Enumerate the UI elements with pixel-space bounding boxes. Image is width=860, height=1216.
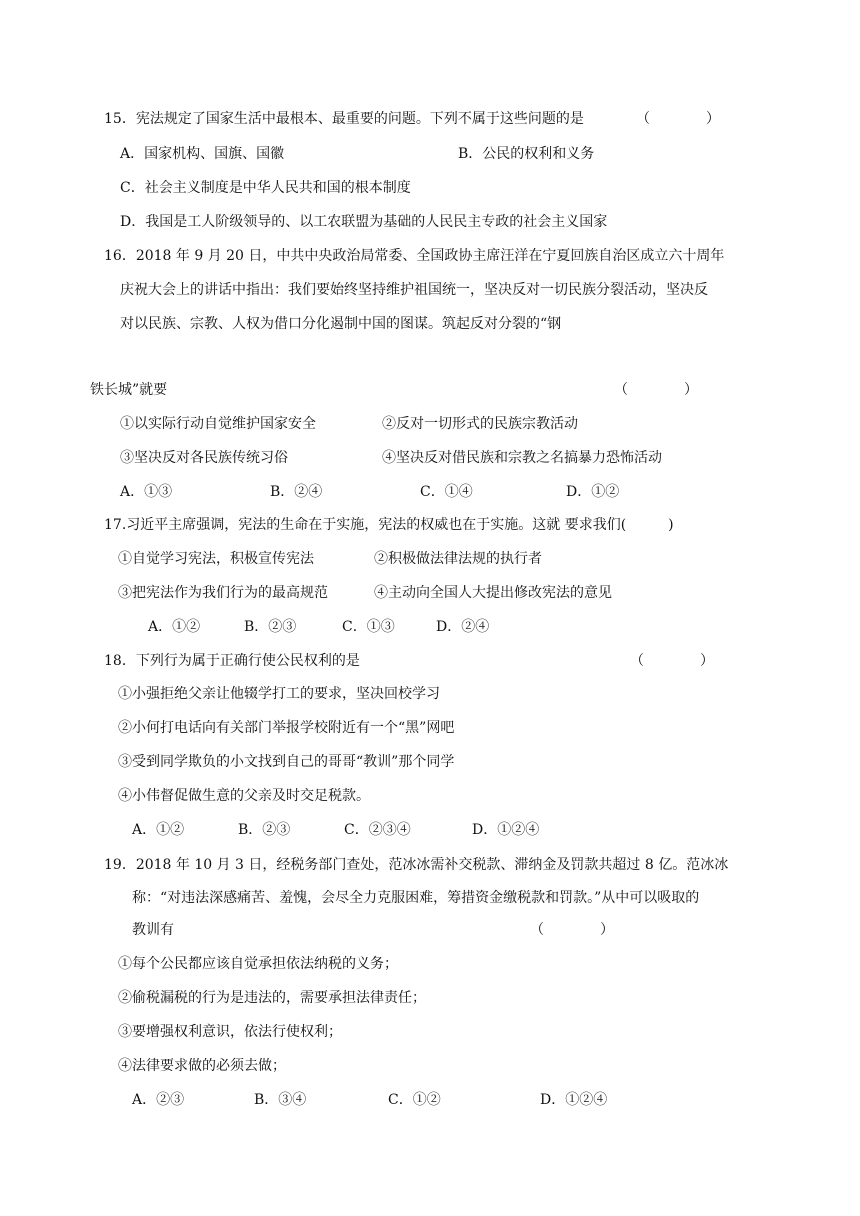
q17-option-c: C．①③ — [342, 619, 395, 635]
q19-statement-2: ②偷税漏税的行为是违法的，需要承担法律责任； — [118, 990, 426, 1006]
q19-stem-line-2: 称：“对违法深感痛苦、羞愧，会尽全力克服困难，筹措资金缴税款和罚款。”从中可以吸取的 — [132, 890, 700, 906]
q16-option-a: A．①③ — [120, 484, 173, 500]
q17-stem: 17.习近平主席强调，宪法的生命在于实施，宪法的权威也在于实施。这就 要求我们( ) — [104, 517, 674, 533]
q18-option-b: B．②③ — [238, 822, 291, 838]
q18-option-a: A．①② — [132, 822, 185, 838]
q15-option-c: C．社会主义制度是中华人民共和国的根本制度 — [120, 180, 411, 196]
q17-option-d: D．②④ — [436, 619, 490, 635]
q19-answer-paren: （ ） — [530, 922, 614, 938]
q18-statement-4: ④小伟督促做生意的父亲及时交足税款。 — [118, 788, 370, 804]
q19-statement-4: ④法律要求做的必须去做； — [118, 1058, 286, 1074]
q17-statement-4: ④主动向全国人大提出修改宪法的意见 — [374, 585, 612, 601]
q19-statement-1: ①每个公民都应该自觉承担依法纳税的义务； — [118, 956, 398, 972]
q16-stem-line-1: 16．2018 年 9 月 20 日，中共中央政治局常委、全国政协主席汪洋在宁夏回族自治区成立六十周年 — [104, 248, 725, 264]
q18-answer-paren: （ ） — [630, 653, 714, 669]
q17-statement-1: ①自觉学习宪法，积极宣传宪法 — [118, 551, 314, 567]
q16-option-d: D．①② — [566, 484, 620, 500]
q15-option-a: A．国家机构、国旗、国徽 — [120, 146, 285, 162]
q16-stem-line-4: 铁长城”就要 — [90, 382, 168, 398]
q15-option-d: D．我国是工人阶级领导的、以工农联盟为基础的人民民主专政的社会主义国家 — [120, 214, 608, 230]
q18-statement-2: ②小何打电话向有关部门举报学校附近有一个“黑”网吧 — [118, 720, 455, 736]
q17-option-a: A．①② — [148, 619, 201, 635]
q18-option-c: C．②③④ — [344, 822, 411, 838]
q19-stem-line-1: 19．2018 年 10 月 3 日，经税务部门查处，范冰冰需补交税款、滞纳金及罚款共超过 8 亿。范冰冰 — [104, 857, 729, 873]
q17-statement-3: ③把宪法作为我们行为的最高规范 — [118, 585, 328, 601]
q17-option-b: B．②③ — [244, 619, 297, 635]
q15-stem: 15．宪法规定了国家生活中最根本、最重要的问题。下列不属于这些问题的是 — [104, 111, 584, 127]
q18-statement-3: ③受到同学欺负的小文找到自己的哥哥“教训”那个同学 — [118, 754, 455, 770]
q18-stem: 18．下列行为属于正确行使公民权利的是 — [104, 653, 360, 669]
q16-statement-2: ②反对一切形式的民族宗教活动 — [382, 416, 578, 432]
q16-option-c: C．①④ — [420, 484, 473, 500]
q15-answer-paren: （ ） — [636, 111, 720, 127]
q16-statement-1: ①以实际行动自觉维护国家安全 — [120, 416, 316, 432]
q19-option-c: C．①② — [388, 1092, 441, 1108]
q19-stem-line-3: 教训有 — [132, 922, 174, 938]
q16-stem-line-3: 对以民族、宗教、人权为借口分化遏制中国的图谋。筑起反对分裂的“钢 — [120, 316, 562, 332]
q19-statement-3: ③要增强权利意识，依法行使权利； — [118, 1024, 342, 1040]
q19-option-d: D．①②④ — [540, 1092, 608, 1108]
q16-statement-4: ④坚决反对借民族和宗教之名搞暴力恐怖活动 — [382, 450, 662, 466]
q16-statement-3: ③坚决反对各民族传统习俗 — [120, 450, 288, 466]
q15-option-b: B．公民的权利和义务 — [458, 146, 595, 162]
q17-statement-2: ②积极做法律法规的执行者 — [374, 551, 542, 567]
q16-option-b: B．②④ — [270, 484, 323, 500]
q16-stem-line-2: 庆祝大会上的讲话中指出：我们要始终坚持维护祖国统一，坚决反对一切民族分裂活动，坚决反 — [120, 282, 708, 298]
q16-answer-paren: （ ） — [614, 382, 698, 398]
q18-statement-1: ①小强拒绝父亲让他辍学打工的要求，坚决回校学习 — [118, 686, 440, 702]
q19-option-b: B．③④ — [254, 1092, 307, 1108]
q18-option-d: D．①②④ — [472, 822, 540, 838]
q19-option-a: A．②③ — [132, 1092, 185, 1108]
